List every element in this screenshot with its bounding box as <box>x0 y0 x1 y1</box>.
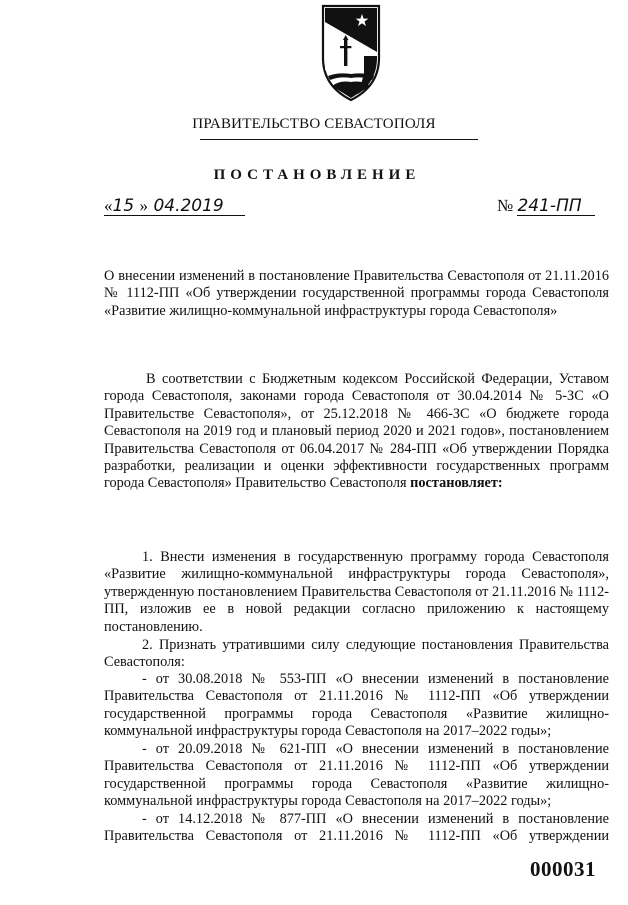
preamble: В соответствии с Бюджетным кодексом Российской Федерации, Уставом города Севастополя, законами города Севастополя от 30.04.2014 № 5-ЗС «О Правительстве Севастополя», от 25.12.2018 № 466-ЗС «О бюджете города Севастополя на 2019 год и плановый период 2020 и 2021 годов», постановлением Правительства Севастополя от 06.04.2017 № 284-ПП «Об утверждении Порядка разработки, реализации и оценки эффективности государственных программ города Севастополя» Правительство Севастополя постановляет: <box>104 371 609 492</box>
government-name: ПРАВИТЕЛЬСТВО СЕВАСТОПОЛЯ <box>192 116 436 132</box>
document-type: ПОСТАНОВЛЕНИЕ <box>213 167 421 183</box>
resolution-item-2: 2. Признать утратившими силу следующие постановления Правительства Севастополя: <box>104 637 609 671</box>
document-number: № 241-ПП <box>497 196 595 216</box>
header-divider <box>200 139 478 140</box>
resolution-item-1: 1. Внести изменения в государственную программу города Севастополя «Развитие жилищно-коммунальной инфраструктуры города Севастополя», утвержденную постановлением Правительства Севастополя от 21.11.2016 № 1112-ПП, изложив ее в новой редакции согласно приложению к настоящему постановлению. <box>104 549 609 635</box>
document-date: «15 » 04.2019 <box>104 196 245 216</box>
page-number: 000031 <box>530 857 596 881</box>
repealed-act-3: - от 14.12.2018 № 877-ПП «О внесении изменений в постановление Правительства Севастополя от 21.11.2016 № 1112-ПП «Об утверждении <box>104 811 609 845</box>
repealed-act-1: - от 30.08.2018 № 553-ПП «О внесении изменений в постановление Правительства Севастополя от 21.11.2016 № 1112-ПП «Об утверждении государственной программы города Севастополя «Развитие жилищно-коммунальной инфраструктуры города Севастополя на 2017–2022 годы»; <box>104 671 609 740</box>
repealed-act-2: - от 20.09.2018 № 621-ПП «О внесении изменений в постановление Правительства Севастополя от 21.11.2016 № 1112-ПП «Об утверждении государственной программы города Севастополя «Развитие жилищно-коммунальной инфраструктуры города Севастополя на 2017–2022 годы»; <box>104 741 609 810</box>
coat-of-arms-emblem <box>318 0 384 104</box>
resolves-keyword: постановляет: <box>410 475 503 492</box>
document-title: О внесении изменений в постановление Правительства Севастополя от 21.11.2016 № 1112-ПП «Об утверждении государственной программы города Севастополя «Развитие жилищно-коммунальной инфраструктуры города Севастополя» <box>104 268 609 319</box>
